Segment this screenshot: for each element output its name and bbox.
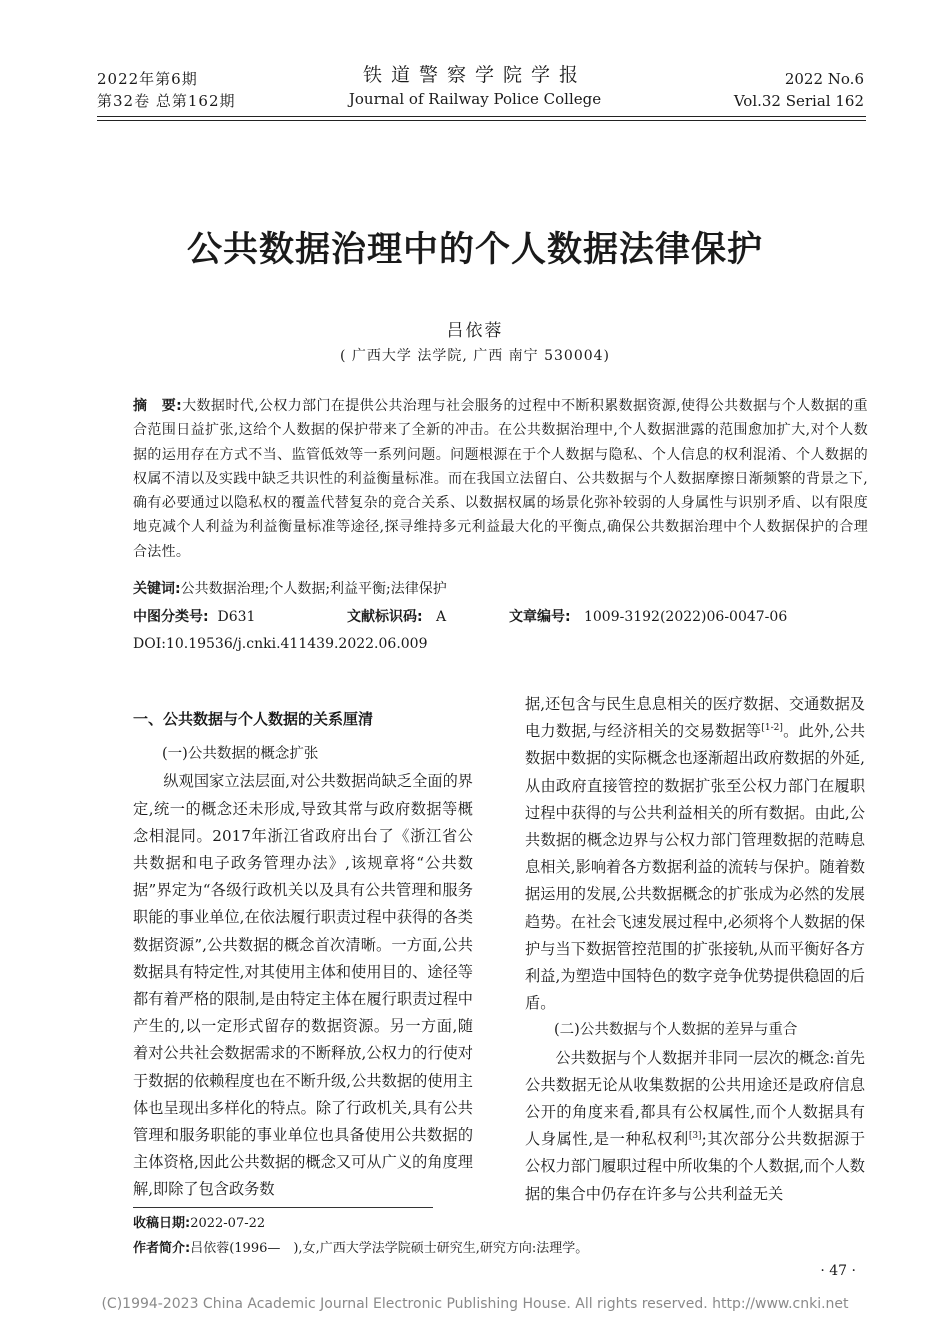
journal-issue-info-en bbox=[734, 68, 864, 112]
footnote-rule bbox=[133, 1207, 433, 1208]
author-bio bbox=[133, 1239, 588, 1259]
subsection-heading-2: (二)公共数据与个人数据的差异与重合 bbox=[554, 1022, 798, 1039]
abstract-label: 摘 要: bbox=[133, 398, 183, 414]
paragraph-2 bbox=[525, 1045, 865, 1208]
paragraph-1-continued-b: 。此外,公共数据中数据的实际概念也逐渐超出政府数据的外延,从由政府直接管控的数据扩张至公权力部门在履职过程中获得的与公共利益相关的所有数据。由此,公共数据的概念边界与公权力部门管理数据的范畴息息相关,影响着各方数据利益的流转与保护。随着数据运用的发展,公共数据概念的扩张成为必然的发展趋势。在社会飞速发展过程中,必须将个人数据的保护与当下数据管控范围的扩张接轨,从而平衡好各方利益,为塑造中国特色的数字竞争优势提供稳固的后盾。 bbox=[525, 722, 866, 1013]
article-title: 公共数据治理中的个人数据法律保护 bbox=[186, 230, 763, 270]
clc-label: 中图分类号: bbox=[133, 609, 209, 625]
article-number-label: 文章编号: bbox=[509, 609, 571, 625]
article-number-value: 1009-3192(2022)06-0047-06 bbox=[583, 609, 788, 625]
paragraph-1: 纵观国家立法层面,对公共数据尚缺乏全面的界定,统一的概念还未形成,导致其常与政府数据等概念相混同。2017年浙江省政府出台了《浙江省公共数据和电子政务管理办法》,该规章将“公共数据”界定为“各级行政机关以及具有公共管理和服务职能的事业单位,在依法履行职责过程中获得的各类数据资源”,公共数据的概念首次清晰。一方面,公共数据具有特定性,对其使用主体和使用目的、途径等都有着严格的限制,是由特定主体在履行职责过程中产生的,以一定形式留存的数据资源。另一方面,随着对公共社会数据需求的不断释放,公权力的行使对于数据的依赖程度也在不断升级,公共数据的使用主体也呈现出多样化的特点。除了行政机关,具有公共管理和服务职能的事业单位也具备使用公共数据的主体资格,因此公共数据的概念又可从广义的角度理解,即除了包含政务数 bbox=[133, 772, 473, 1199]
citation-1-2[interactable]: [1-2] bbox=[761, 723, 783, 734]
received-date bbox=[133, 1214, 265, 1234]
volume-line-en: Vol.32 Serial 162 bbox=[733, 92, 864, 110]
doc-code-label: 文献标识码: bbox=[347, 609, 423, 625]
article-number bbox=[509, 606, 787, 628]
keywords-text: 公共数据治理;个人数据;利益平衡;法律保护 bbox=[180, 581, 447, 597]
author-bio-label: 作者简介: bbox=[133, 1241, 191, 1256]
journal-title-en: Journal of Railway Police College bbox=[348, 90, 602, 108]
copyright-watermark: (C)1994-2023 China Academic Journal Electronic Publishing House. All rights reserved. http://www.cnki.net bbox=[101, 1296, 849, 1312]
document-code bbox=[347, 606, 509, 628]
clc-value: D631 bbox=[217, 609, 256, 625]
volume-line: 第32卷 总第162期 bbox=[97, 92, 236, 110]
doc-code-value: A bbox=[435, 609, 447, 625]
paragraph-2-b: ;其次部分公共数据源于公权力部门履职过程中所收集的个人数据,而个人数据的集合中仍存在许多与公共利益无关 bbox=[525, 1130, 866, 1203]
paragraph-1-continued bbox=[525, 691, 865, 1017]
journal-title-cn: 铁道警察学院学报 bbox=[362, 64, 587, 86]
issue-line-en: 2022 No.6 bbox=[784, 70, 864, 88]
clc-number bbox=[133, 606, 347, 628]
paragraph-2-a: 公共数据与个人数据并非同一层次的概念:首先公共数据无论从收集数据的公共用途还是政府信息公开的角度来看,都具有公权属性,而个人数据具有人身属性,是一种私权利 bbox=[525, 1048, 865, 1149]
page-number: · 47 · bbox=[820, 1263, 856, 1279]
paragraph-1-continued-a: 据,还包含与民生息息相关的医疗数据、交通数据及电力数据,与经济相关的交易数据等 bbox=[525, 695, 865, 741]
keywords-label: 关键词: bbox=[133, 581, 181, 597]
header-rule-thick bbox=[97, 116, 866, 117]
abstract-text: 大数据时代,公权力部门在提供公共治理与社会服务的过程中不断积累数据资源,使得公共数据与个人数据的重合范围日益扩张,这给个人数据的保护带来了全新的冲击。在公共数据治理中,个人数据泄露的范围愈加扩大,对个人数据的运用存在方式不当、监管低效等一系列问题。问题根源在于个人数据与隐私、个人信息的权利混淆、个人数据的权属不清以及实践中缺乏共识性的利益衡量标准。而在我国立法留白、公共数据与个人数据摩擦日渐频繁的背景之下,确有必要通过以隐私权的覆盖代替复杂的竞合关系、以数据权属的场景化弥补较弱的人身属性与识别矛盾、以有限度地克减个人利益为利益衡量标准等途径,探寻维持多元利益最大化的平衡点,确保公共数据治理中个人数据保护的合理合法性。 bbox=[133, 398, 868, 560]
body-left-column bbox=[133, 706, 473, 1204]
author-affiliation: ( 广西大学 法学院, 广西 南宁 530004) bbox=[339, 348, 611, 364]
body-right-column bbox=[525, 691, 865, 1208]
subsection-heading-1: (一)公共数据的概念扩张 bbox=[162, 746, 319, 763]
keywords bbox=[133, 578, 447, 600]
author-bio-value: 吕依蓉(1996— ),女,广西大学法学院硕士研究生,研究方向:法理学。 bbox=[190, 1241, 589, 1256]
issue-line: 2022年第6期 bbox=[97, 70, 198, 88]
received-label: 收稿日期: bbox=[133, 1216, 191, 1231]
article-author: 吕依蓉 bbox=[446, 321, 504, 341]
doi: DOI:10.19536/j.cnki.411439.2022.06.009 bbox=[133, 636, 428, 652]
classification-line bbox=[133, 606, 868, 628]
abstract bbox=[133, 394, 868, 564]
received-value: 2022-07-22 bbox=[190, 1216, 266, 1231]
citation-3[interactable]: [3] bbox=[688, 1131, 702, 1142]
header-rule-thin bbox=[97, 120, 866, 121]
section-heading-1: 一、公共数据与个人数据的关系厘清 bbox=[133, 710, 374, 728]
